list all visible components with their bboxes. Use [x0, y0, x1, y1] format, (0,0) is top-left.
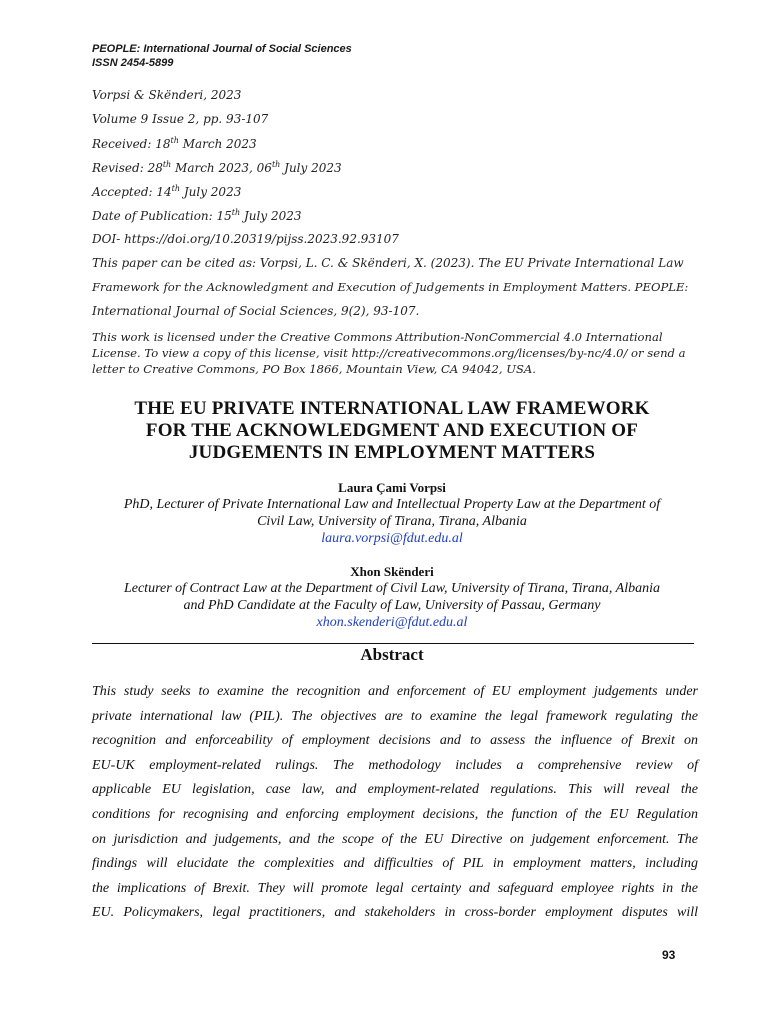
revised-date: Revised: 28th March 2023, 06th July 2023: [92, 160, 342, 175]
title-line: JUDGEMENTS IN EMPLOYMENT MATTERS: [188, 442, 596, 463]
received-date: Received: 18th March 2023: [92, 136, 257, 151]
author-affiliation: Civil Law, University of Tirana, Tirana, Albania: [257, 514, 527, 529]
author-block: [92, 563, 692, 631]
abstract-line: EU-UK employment-related rulings. The methodology includes a comprehensive review of: [92, 757, 698, 773]
abstract-line: applicable EU legislation, case law, and employment-related regulations. This will reveal the: [92, 782, 698, 798]
doi-link[interactable]: DOI- https://doi.org/10.20319/pijss.2023.92.93107: [92, 232, 399, 246]
author-block: [92, 479, 692, 547]
citation-line: International Journal of Social Sciences, 9(2), 93-107.: [92, 304, 420, 318]
author-affiliation: and PhD Candidate at the Faculty of Law, University of Passau, Germany: [183, 598, 601, 613]
abstract-body: [92, 680, 698, 926]
abstract-line: findings will elucidate the complexities and difficulties of PIL in employment matters, including: [92, 856, 698, 872]
license-line: License. To view a copy of this license, visit http://creativecommons.org/licenses/by-nc/4.0/ or send a: [92, 346, 686, 360]
abstract-line: This study seeks to examine the recognition and enforcement of EU employment judgements under: [92, 684, 698, 699]
citation-line: Framework for the Acknowledgment and Execution of Judgements in Employment Matters. PEOPLE:: [92, 280, 689, 294]
author-name: Xhon Skënderi: [350, 564, 434, 579]
author-affiliation: Lecturer of Contract Law at the Department of Civil Law, University of Tirana, Tirana, Albania: [123, 581, 661, 596]
authors-year: Vorpsi & Skënderi, 2023: [92, 88, 242, 102]
abstract-line: recognition and enforceability of employment decisions and to assess the influence of Brexit on: [92, 733, 698, 749]
title-line: THE EU PRIVATE INTERNATIONAL LAW FRAMEWORK: [134, 398, 650, 419]
section-divider: [92, 643, 694, 644]
abstract-line: EU. Policymakers, legal practitioners, and stakeholders in cross-border employment disputes will: [92, 905, 698, 921]
journal-header: [92, 42, 352, 70]
author-name: Laura Çami Vorpsi: [338, 480, 446, 495]
abstract-line: private international law (PIL). The objectives are to examine the legal framework regulating the: [92, 708, 698, 724]
abstract-line: the implications of Brexit. They will promote legal certainty and safeguard employee rights in the: [92, 880, 698, 896]
citation-line: This paper can be cited as: Vorpsi, L. C. & Skënderi, X. (2023). The EU Private International Law: [92, 256, 684, 270]
license-line: This work is licensed under the Creative Commons Attribution-NonCommercial 4.0 International: [92, 330, 663, 344]
paper-title: [92, 398, 692, 464]
volume-info: Volume 9 Issue 2, pp. 93-107: [92, 112, 269, 126]
abstract-line: conditions for recognising and enforcing employment decisions, the function of the EU Regulation: [92, 806, 698, 822]
author-affiliation: PhD, Lecturer of Private International Law and Intellectual Property Law at the Department of: [123, 497, 661, 512]
journal-name: PEOPLE: International Journal of Social Sciences: [92, 43, 352, 55]
publication-date: Date of Publication: 15th July 2023: [92, 208, 302, 223]
accepted-date: Accepted: 14th July 2023: [92, 184, 242, 199]
abstract-line: on jurisdiction and judgements, and the scope of the EU Directive on judgement enforcement. The: [92, 831, 698, 847]
license-line: letter to Creative Commons, PO Box 1866, Mountain View, CA 94042, USA.: [92, 362, 536, 376]
journal-issn: ISSN 2454-5899: [92, 57, 174, 69]
page-number: 93: [662, 948, 676, 962]
author-email-link[interactable]: laura.vorpsi@fdut.edu.al: [321, 531, 463, 546]
title-line: FOR THE ACKNOWLEDGMENT AND EXECUTION OF: [145, 420, 639, 441]
author-email-link[interactable]: xhon.skenderi@fdut.edu.al: [316, 615, 468, 630]
abstract-heading: Abstract: [360, 645, 424, 664]
